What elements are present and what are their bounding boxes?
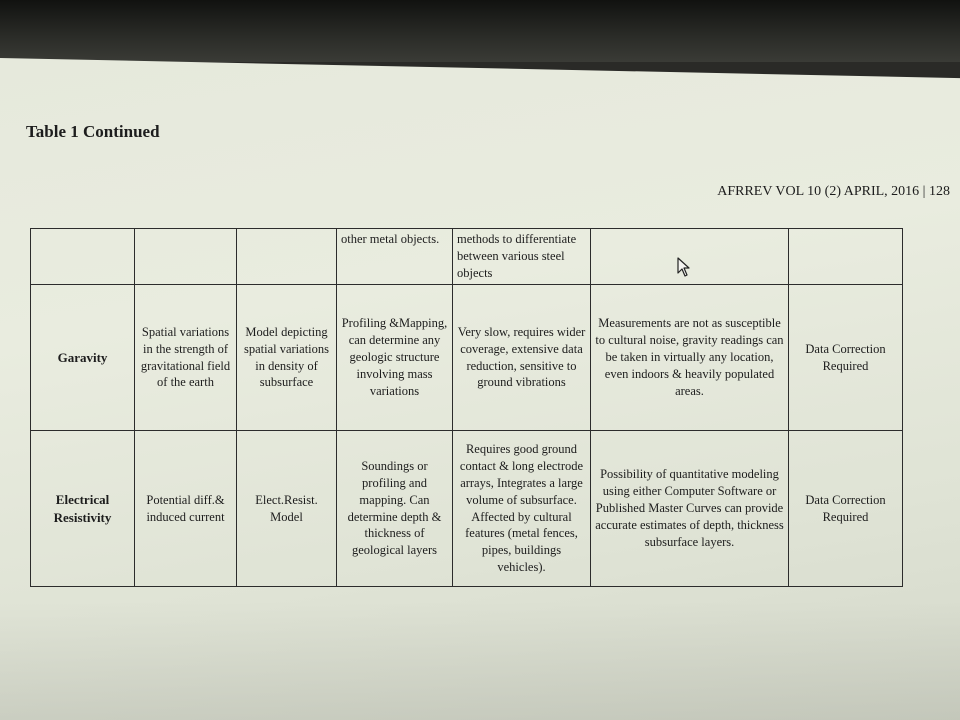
method-cell: Garavity [31, 285, 135, 431]
remarks-cell [789, 229, 903, 285]
journal-running-header: AFRREV VOL 10 (2) APRIL, 2016 | 128 [717, 184, 950, 199]
application-cell: other metal objects. [337, 229, 453, 285]
parameter-cell: Potential diff.& induced current [135, 431, 237, 587]
monitor-bezel [0, 0, 960, 62]
table-row [31, 229, 903, 285]
geophysical-methods-table [30, 228, 903, 587]
table-row [31, 285, 903, 431]
limitations-cell: methods to differentiate between various steel objects [453, 229, 591, 285]
table-heading: Table 1 Continued [26, 122, 160, 141]
methods-table-container [30, 228, 902, 586]
limitations-cell: Requires good ground contact & long electrode arrays, Integrates a large volume of subsurface. Affected by cultural features (metal fences, pipes, buildings vehicles). [453, 431, 591, 587]
table-row [31, 431, 903, 587]
remarks-cell: Data Correction Required [789, 285, 903, 431]
method-cell [31, 229, 135, 285]
model-cell [237, 229, 337, 285]
limitations-cell: Very slow, requires wider coverage, extensive data reduction, sensitive to ground vibrations [453, 285, 591, 431]
application-cell: Soundings or profiling and mapping. Can determine depth & thickness of geological layers [337, 431, 453, 587]
model-cell: Elect.Resist. Model [237, 431, 337, 587]
parameter-cell [135, 229, 237, 285]
mouse-pointer-icon [677, 257, 691, 277]
model-cell: Model depicting spatial variations in density of subsurface [237, 285, 337, 431]
advantages-cell: Measurements are not as susceptible to cultural noise, gravity readings can be taken in virtually any location, even indoors & heavily populated areas. [591, 285, 789, 431]
application-cell: Profiling &Mapping, can determine any geologic structure involving mass variations [337, 285, 453, 431]
advantages-cell: Possibility of quantitative modeling using either Computer Software or Published Master Curves can provide accurate estimates of depth, thickness subsurface layers. [591, 431, 789, 587]
parameter-cell: Spatial variations in the strength of gravitational field of the earth [135, 285, 237, 431]
remarks-cell: Data Correction Required [789, 431, 903, 587]
method-cell: Electrical Resistivity [31, 431, 135, 587]
